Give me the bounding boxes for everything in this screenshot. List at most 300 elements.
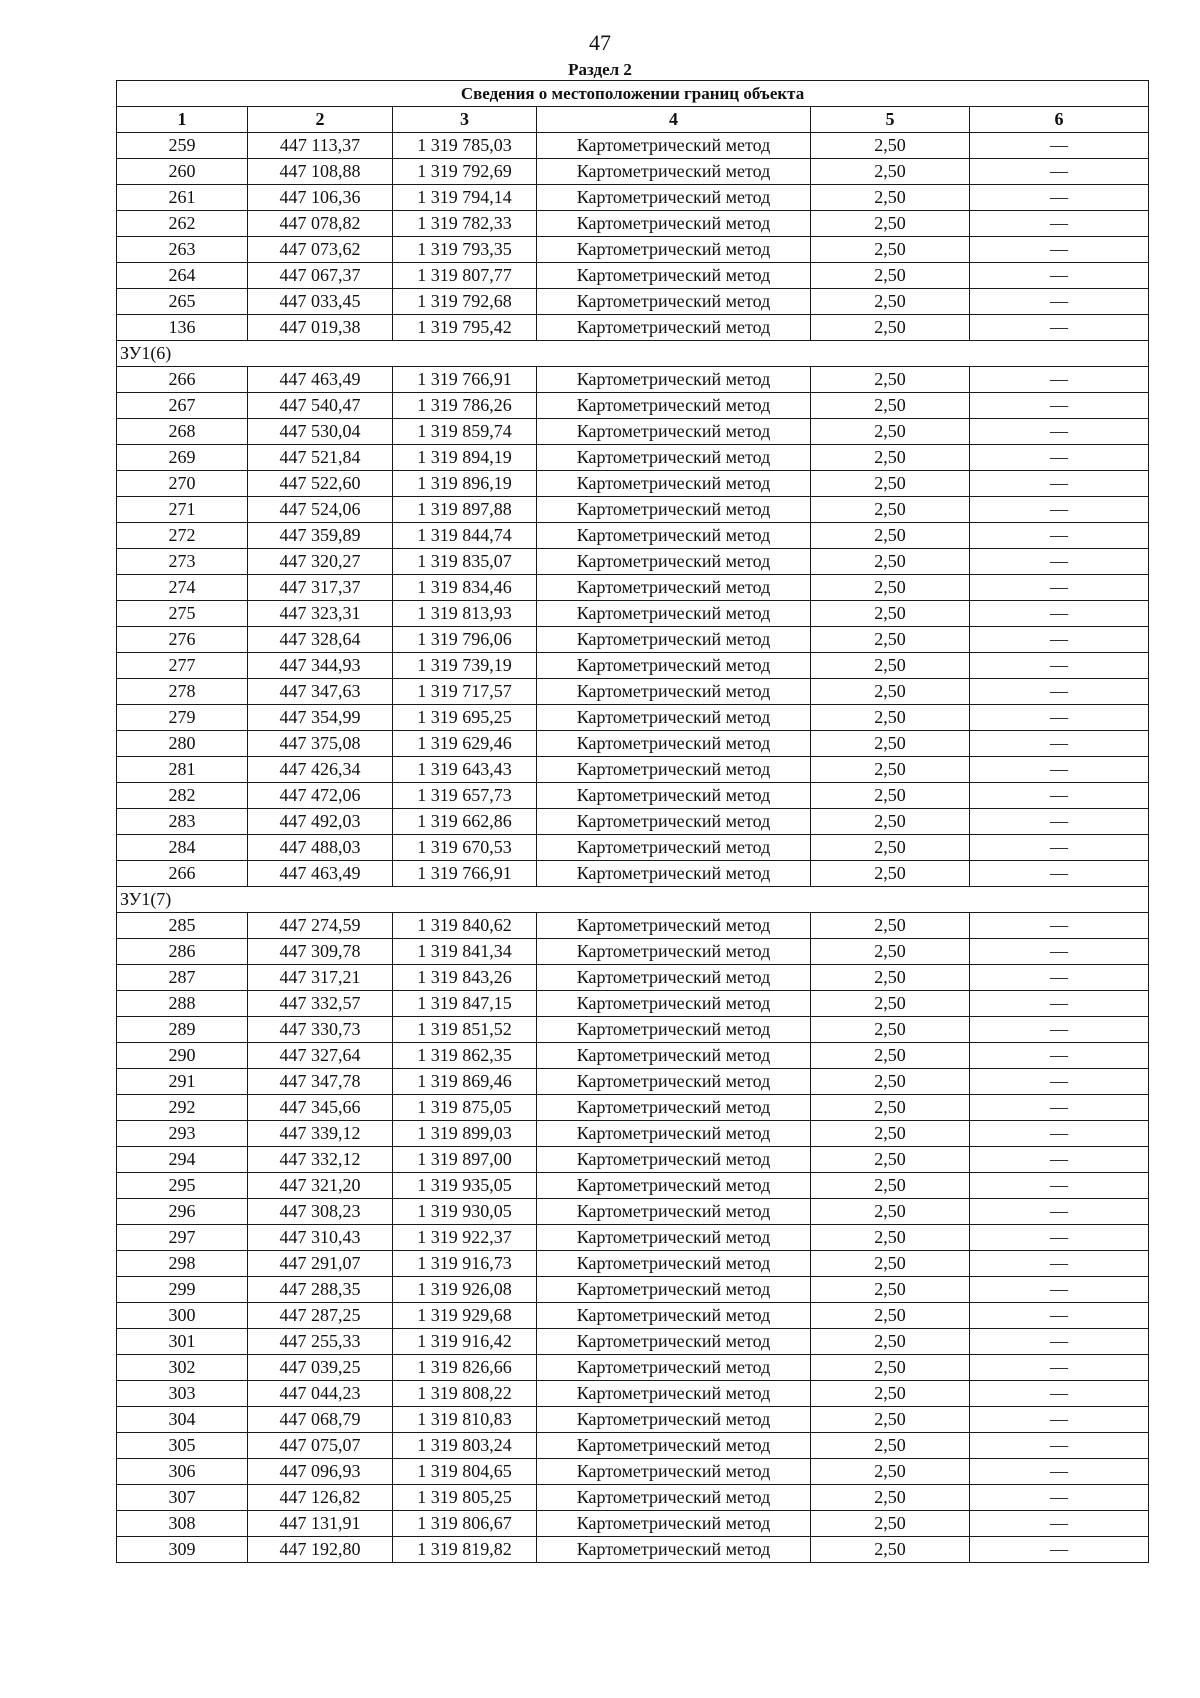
point-number-cell: 273 (117, 549, 248, 575)
description-cell: — (970, 419, 1149, 445)
method-cell: Картометрический метод (537, 1329, 811, 1355)
column-header: 5 (811, 107, 970, 133)
y-coordinate-cell: 1 319 896,19 (393, 471, 537, 497)
accuracy-cell: 2,50 (811, 1173, 970, 1199)
point-number-cell: 271 (117, 497, 248, 523)
table-row (117, 393, 1149, 419)
description-cell: — (970, 133, 1149, 159)
method-cell: Картометрический метод (537, 185, 811, 211)
description-cell: — (970, 1095, 1149, 1121)
accuracy-cell: 2,50 (811, 939, 970, 965)
x-coordinate-cell: 447 019,38 (248, 315, 393, 341)
accuracy-cell: 2,50 (811, 991, 970, 1017)
description-cell: — (970, 653, 1149, 679)
method-cell: Картометрический метод (537, 1381, 811, 1407)
table-row (117, 211, 1149, 237)
table-row (117, 1069, 1149, 1095)
point-number-cell: 276 (117, 627, 248, 653)
y-coordinate-cell: 1 319 806,67 (393, 1511, 537, 1537)
description-cell: — (970, 523, 1149, 549)
y-coordinate-cell: 1 319 841,34 (393, 939, 537, 965)
table-row (117, 1225, 1149, 1251)
description-cell: — (970, 315, 1149, 341)
table-body (117, 133, 1149, 1563)
point-number-cell: 281 (117, 757, 248, 783)
description-cell: — (970, 1199, 1149, 1225)
table-row (117, 1017, 1149, 1043)
table-row (117, 289, 1149, 315)
method-cell: Картометрический метод (537, 835, 811, 861)
point-number-cell: 280 (117, 731, 248, 757)
accuracy-cell: 2,50 (811, 705, 970, 731)
y-coordinate-cell: 1 319 899,03 (393, 1121, 537, 1147)
x-coordinate-cell: 447 068,79 (248, 1407, 393, 1433)
point-number-cell: 259 (117, 133, 248, 159)
point-number-cell: 298 (117, 1251, 248, 1277)
description-cell: — (970, 575, 1149, 601)
description-cell: — (970, 1537, 1149, 1563)
y-coordinate-cell: 1 319 916,73 (393, 1251, 537, 1277)
accuracy-cell: 2,50 (811, 263, 970, 289)
y-coordinate-cell: 1 319 805,25 (393, 1485, 537, 1511)
description-cell: — (970, 783, 1149, 809)
method-cell: Картометрический метод (537, 471, 811, 497)
accuracy-cell: 2,50 (811, 1303, 970, 1329)
x-coordinate-cell: 447 463,49 (248, 861, 393, 887)
point-number-cell: 268 (117, 419, 248, 445)
accuracy-cell: 2,50 (811, 861, 970, 887)
table-row (117, 1537, 1149, 1563)
point-number-cell: 307 (117, 1485, 248, 1511)
point-number-cell: 265 (117, 289, 248, 315)
table-row (117, 1199, 1149, 1225)
method-cell: Картометрический метод (537, 939, 811, 965)
x-coordinate-cell: 447 067,37 (248, 263, 393, 289)
point-number-cell: 262 (117, 211, 248, 237)
table-row (117, 1043, 1149, 1069)
description-cell: — (970, 159, 1149, 185)
x-coordinate-cell: 447 317,21 (248, 965, 393, 991)
method-cell: Картометрический метод (537, 419, 811, 445)
point-number-cell: 266 (117, 861, 248, 887)
table-row (117, 1147, 1149, 1173)
point-number-cell: 261 (117, 185, 248, 211)
accuracy-cell: 2,50 (811, 1485, 970, 1511)
table-row (117, 783, 1149, 809)
x-coordinate-cell: 447 106,36 (248, 185, 393, 211)
accuracy-cell: 2,50 (811, 1225, 970, 1251)
method-cell: Картометрический метод (537, 1147, 811, 1173)
table-row (117, 1433, 1149, 1459)
method-cell: Картометрический метод (537, 653, 811, 679)
point-number-cell: 291 (117, 1069, 248, 1095)
accuracy-cell: 2,50 (811, 601, 970, 627)
table-row (117, 237, 1149, 263)
table-row (117, 601, 1149, 627)
table-row (117, 445, 1149, 471)
x-coordinate-cell: 447 192,80 (248, 1537, 393, 1563)
method-cell: Картометрический метод (537, 1537, 811, 1563)
x-coordinate-cell: 447 332,57 (248, 991, 393, 1017)
method-cell: Картометрический метод (537, 1225, 811, 1251)
x-coordinate-cell: 447 354,99 (248, 705, 393, 731)
point-number-cell: 275 (117, 601, 248, 627)
y-coordinate-cell: 1 319 643,43 (393, 757, 537, 783)
point-number-cell: 286 (117, 939, 248, 965)
point-number-cell: 305 (117, 1433, 248, 1459)
y-coordinate-cell: 1 319 662,86 (393, 809, 537, 835)
point-number-cell: 296 (117, 1199, 248, 1225)
point-number-cell: 270 (117, 471, 248, 497)
table-row (117, 1121, 1149, 1147)
accuracy-cell: 2,50 (811, 315, 970, 341)
description-cell: — (970, 1485, 1149, 1511)
method-cell: Картометрический метод (537, 1433, 811, 1459)
y-coordinate-cell: 1 319 786,26 (393, 393, 537, 419)
point-number-cell: 260 (117, 159, 248, 185)
y-coordinate-cell: 1 319 826,66 (393, 1355, 537, 1381)
table-row (117, 315, 1149, 341)
x-coordinate-cell: 447 426,34 (248, 757, 393, 783)
table-row (117, 1303, 1149, 1329)
description-cell: — (970, 679, 1149, 705)
point-number-cell: 293 (117, 1121, 248, 1147)
method-cell: Картометрический метод (537, 367, 811, 393)
method-cell: Картометрический метод (537, 913, 811, 939)
method-cell: Картометрический метод (537, 211, 811, 237)
description-cell: — (970, 601, 1149, 627)
point-number-cell: 295 (117, 1173, 248, 1199)
table-row (117, 653, 1149, 679)
table-row (117, 757, 1149, 783)
table-row (117, 185, 1149, 211)
accuracy-cell: 2,50 (811, 1199, 970, 1225)
table-row (117, 263, 1149, 289)
accuracy-cell: 2,50 (811, 757, 970, 783)
method-cell: Картометрический метод (537, 861, 811, 887)
method-cell: Картометрический метод (537, 757, 811, 783)
method-cell: Картометрический метод (537, 1251, 811, 1277)
method-cell: Картометрический метод (537, 1303, 811, 1329)
description-cell: — (970, 939, 1149, 965)
column-header: 6 (970, 107, 1149, 133)
table-row (117, 939, 1149, 965)
y-coordinate-cell: 1 319 739,19 (393, 653, 537, 679)
group-label: ЗУ1(7) (117, 887, 1149, 913)
accuracy-cell: 2,50 (811, 679, 970, 705)
method-cell: Картометрический метод (537, 705, 811, 731)
x-coordinate-cell: 447 492,03 (248, 809, 393, 835)
description-cell: — (970, 705, 1149, 731)
x-coordinate-cell: 447 287,25 (248, 1303, 393, 1329)
point-number-cell: 299 (117, 1277, 248, 1303)
description-cell: — (970, 471, 1149, 497)
y-coordinate-cell: 1 319 929,68 (393, 1303, 537, 1329)
accuracy-cell: 2,50 (811, 627, 970, 653)
method-cell: Картометрический метод (537, 315, 811, 341)
method-cell: Картометрический метод (537, 1095, 811, 1121)
description-cell: — (970, 497, 1149, 523)
method-cell: Картометрический метод (537, 497, 811, 523)
method-cell: Картометрический метод (537, 1407, 811, 1433)
point-number-cell: 284 (117, 835, 248, 861)
accuracy-cell: 2,50 (811, 1277, 970, 1303)
y-coordinate-cell: 1 319 670,53 (393, 835, 537, 861)
description-cell: — (970, 991, 1149, 1017)
point-number-cell: 263 (117, 237, 248, 263)
description-cell: — (970, 1459, 1149, 1485)
method-cell: Картометрический метод (537, 549, 811, 575)
description-cell: — (970, 835, 1149, 861)
table-row (117, 1329, 1149, 1355)
method-cell: Картометрический метод (537, 1121, 811, 1147)
column-header: 3 (393, 107, 537, 133)
description-cell: — (970, 367, 1149, 393)
method-cell: Картометрический метод (537, 731, 811, 757)
x-coordinate-cell: 447 310,43 (248, 1225, 393, 1251)
point-number-cell: 278 (117, 679, 248, 705)
group-row (117, 887, 1149, 913)
x-coordinate-cell: 447 039,25 (248, 1355, 393, 1381)
description-cell: — (970, 1355, 1149, 1381)
table-caption: Сведения о местоположении границ объекта (117, 81, 1149, 107)
description-cell: — (970, 1381, 1149, 1407)
accuracy-cell: 2,50 (811, 549, 970, 575)
table-row (117, 159, 1149, 185)
x-coordinate-cell: 447 073,62 (248, 237, 393, 263)
boundary-coordinates-table (116, 80, 1149, 1563)
method-cell: Картометрический метод (537, 783, 811, 809)
table-row (117, 913, 1149, 939)
y-coordinate-cell: 1 319 792,69 (393, 159, 537, 185)
table-row (117, 627, 1149, 653)
description-cell: — (970, 289, 1149, 315)
accuracy-cell: 2,50 (811, 445, 970, 471)
accuracy-cell: 2,50 (811, 237, 970, 263)
table-row (117, 1407, 1149, 1433)
y-coordinate-cell: 1 319 834,46 (393, 575, 537, 601)
point-number-cell: 300 (117, 1303, 248, 1329)
accuracy-cell: 2,50 (811, 809, 970, 835)
method-cell: Картометрический метод (537, 575, 811, 601)
table-row (117, 419, 1149, 445)
x-coordinate-cell: 447 033,45 (248, 289, 393, 315)
accuracy-cell: 2,50 (811, 653, 970, 679)
x-coordinate-cell: 447 288,35 (248, 1277, 393, 1303)
x-coordinate-cell: 447 075,07 (248, 1433, 393, 1459)
accuracy-cell: 2,50 (811, 1069, 970, 1095)
x-coordinate-cell: 447 328,64 (248, 627, 393, 653)
description-cell: — (970, 393, 1149, 419)
table-row (117, 1459, 1149, 1485)
description-cell: — (970, 913, 1149, 939)
point-number-cell: 279 (117, 705, 248, 731)
y-coordinate-cell: 1 319 807,77 (393, 263, 537, 289)
x-coordinate-cell: 447 463,49 (248, 367, 393, 393)
point-number-cell: 274 (117, 575, 248, 601)
method-cell: Картометрический метод (537, 809, 811, 835)
description-cell: — (970, 1511, 1149, 1537)
accuracy-cell: 2,50 (811, 835, 970, 861)
point-number-cell: 301 (117, 1329, 248, 1355)
description-cell: — (970, 1303, 1149, 1329)
x-coordinate-cell: 447 345,66 (248, 1095, 393, 1121)
description-cell: — (970, 757, 1149, 783)
table-row (117, 965, 1149, 991)
accuracy-cell: 2,50 (811, 211, 970, 237)
accuracy-cell: 2,50 (811, 1147, 970, 1173)
method-cell: Картометрический метод (537, 1043, 811, 1069)
description-cell: — (970, 861, 1149, 887)
y-coordinate-cell: 1 319 851,52 (393, 1017, 537, 1043)
x-coordinate-cell: 447 255,33 (248, 1329, 393, 1355)
method-cell: Картометрический метод (537, 523, 811, 549)
x-coordinate-cell: 447 323,31 (248, 601, 393, 627)
y-coordinate-cell: 1 319 795,42 (393, 315, 537, 341)
y-coordinate-cell: 1 319 859,74 (393, 419, 537, 445)
x-coordinate-cell: 447 540,47 (248, 393, 393, 419)
table-row (117, 471, 1149, 497)
x-coordinate-cell: 447 330,73 (248, 1017, 393, 1043)
description-cell: — (970, 1277, 1149, 1303)
description-cell: — (970, 1043, 1149, 1069)
description-cell: — (970, 965, 1149, 991)
y-coordinate-cell: 1 319 930,05 (393, 1199, 537, 1225)
accuracy-cell: 2,50 (811, 1017, 970, 1043)
point-number-cell: 288 (117, 991, 248, 1017)
y-coordinate-cell: 1 319 796,06 (393, 627, 537, 653)
x-coordinate-cell: 447 291,07 (248, 1251, 393, 1277)
section-title: Раздел 2 (568, 60, 632, 79)
y-coordinate-cell: 1 319 785,03 (393, 133, 537, 159)
column-header: 2 (248, 107, 393, 133)
accuracy-cell: 2,50 (811, 471, 970, 497)
y-coordinate-cell: 1 319 804,65 (393, 1459, 537, 1485)
accuracy-cell: 2,50 (811, 1381, 970, 1407)
description-cell: — (970, 1147, 1149, 1173)
method-cell: Картометрический метод (537, 393, 811, 419)
accuracy-cell: 2,50 (811, 1355, 970, 1381)
y-coordinate-cell: 1 319 935,05 (393, 1173, 537, 1199)
point-number-cell: 277 (117, 653, 248, 679)
table-row (117, 1251, 1149, 1277)
description-cell: — (970, 1173, 1149, 1199)
group-row (117, 341, 1149, 367)
point-number-cell: 294 (117, 1147, 248, 1173)
y-coordinate-cell: 1 319 803,24 (393, 1433, 537, 1459)
accuracy-cell: 2,50 (811, 783, 970, 809)
description-cell: — (970, 809, 1149, 835)
method-cell: Картометрический метод (537, 1355, 811, 1381)
y-coordinate-cell: 1 319 657,73 (393, 783, 537, 809)
table-row (117, 1277, 1149, 1303)
accuracy-cell: 2,50 (811, 1511, 970, 1537)
description-cell: — (970, 1069, 1149, 1095)
x-coordinate-cell: 447 078,82 (248, 211, 393, 237)
point-number-cell: 292 (117, 1095, 248, 1121)
accuracy-cell: 2,50 (811, 913, 970, 939)
y-coordinate-cell: 1 319 922,37 (393, 1225, 537, 1251)
table-row (117, 809, 1149, 835)
point-number-cell: 302 (117, 1355, 248, 1381)
description-cell: — (970, 445, 1149, 471)
point-number-cell: 308 (117, 1511, 248, 1537)
y-coordinate-cell: 1 319 819,82 (393, 1537, 537, 1563)
table-row (117, 575, 1149, 601)
accuracy-cell: 2,50 (811, 1043, 970, 1069)
point-number-cell: 264 (117, 263, 248, 289)
description-cell: — (970, 1433, 1149, 1459)
x-coordinate-cell: 447 113,37 (248, 133, 393, 159)
x-coordinate-cell: 447 126,82 (248, 1485, 393, 1511)
method-cell: Картометрический метод (537, 1459, 811, 1485)
table-row (117, 549, 1149, 575)
x-coordinate-cell: 447 317,37 (248, 575, 393, 601)
table-row (117, 705, 1149, 731)
x-coordinate-cell: 447 309,78 (248, 939, 393, 965)
accuracy-cell: 2,50 (811, 1537, 970, 1563)
point-number-cell: 282 (117, 783, 248, 809)
description-cell: — (970, 1407, 1149, 1433)
y-coordinate-cell: 1 319 629,46 (393, 731, 537, 757)
table-row (117, 1173, 1149, 1199)
table-row (117, 133, 1149, 159)
accuracy-cell: 2,50 (811, 1251, 970, 1277)
point-number-cell: 297 (117, 1225, 248, 1251)
table-row (117, 1485, 1149, 1511)
table-row (117, 367, 1149, 393)
y-coordinate-cell: 1 319 835,07 (393, 549, 537, 575)
table-row (117, 835, 1149, 861)
table-row (117, 731, 1149, 757)
y-coordinate-cell: 1 319 813,93 (393, 601, 537, 627)
accuracy-cell: 2,50 (811, 1433, 970, 1459)
column-header: 4 (537, 107, 811, 133)
accuracy-cell: 2,50 (811, 419, 970, 445)
method-cell: Картометрический метод (537, 1277, 811, 1303)
method-cell: Картометрический метод (537, 1485, 811, 1511)
description-cell: — (970, 1329, 1149, 1355)
x-coordinate-cell: 447 321,20 (248, 1173, 393, 1199)
point-number-cell: 283 (117, 809, 248, 835)
accuracy-cell: 2,50 (811, 133, 970, 159)
y-coordinate-cell: 1 319 695,25 (393, 705, 537, 731)
accuracy-cell: 2,50 (811, 1459, 970, 1485)
y-coordinate-cell: 1 319 766,91 (393, 367, 537, 393)
x-coordinate-cell: 447 530,04 (248, 419, 393, 445)
table-row (117, 679, 1149, 705)
x-coordinate-cell: 447 332,12 (248, 1147, 393, 1173)
point-number-cell: 267 (117, 393, 248, 419)
y-coordinate-cell: 1 319 717,57 (393, 679, 537, 705)
x-coordinate-cell: 447 359,89 (248, 523, 393, 549)
method-cell: Картометрический метод (537, 1017, 811, 1043)
page-number: 47 (589, 30, 611, 55)
method-cell: Картометрический метод (537, 965, 811, 991)
method-cell: Картометрический метод (537, 601, 811, 627)
method-cell: Картометрический метод (537, 1173, 811, 1199)
point-number-cell: 303 (117, 1381, 248, 1407)
accuracy-cell: 2,50 (811, 1121, 970, 1147)
x-coordinate-cell: 447 375,08 (248, 731, 393, 757)
description-cell: — (970, 263, 1149, 289)
y-coordinate-cell: 1 319 792,68 (393, 289, 537, 315)
table-header-row (117, 107, 1149, 133)
method-cell: Картометрический метод (537, 679, 811, 705)
method-cell: Картометрический метод (537, 1069, 811, 1095)
x-coordinate-cell: 447 488,03 (248, 835, 393, 861)
description-cell: — (970, 627, 1149, 653)
